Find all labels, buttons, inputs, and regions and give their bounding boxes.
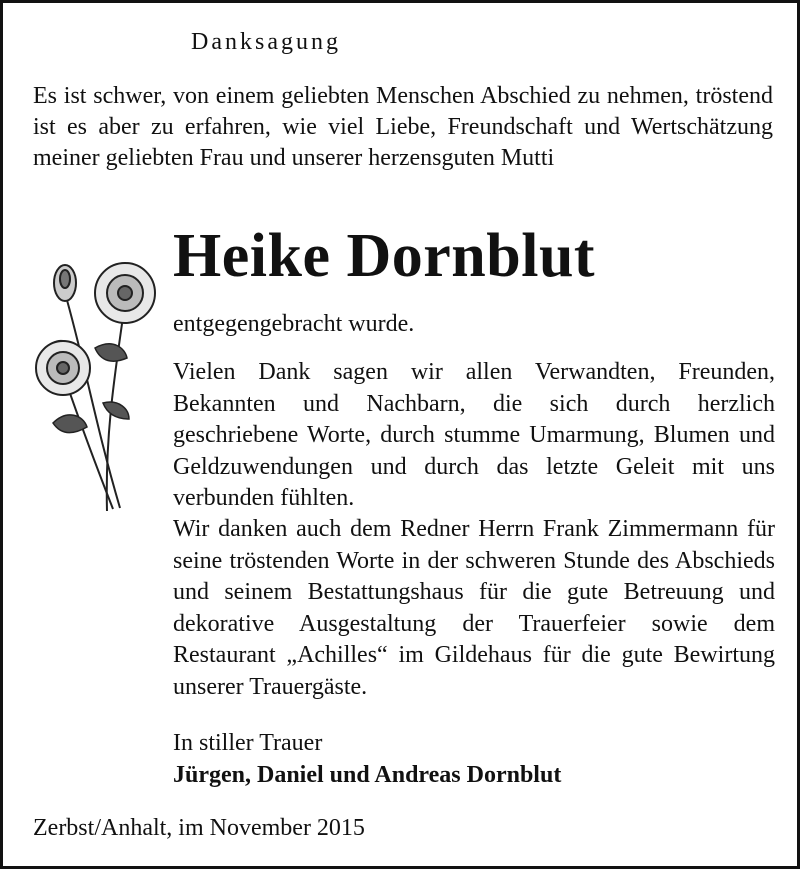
roses-illustration-icon: [25, 253, 175, 515]
place-date: Zerbst/Anhalt, im November 2015: [33, 815, 365, 841]
brought-text: entgegengebracht wurde.: [173, 311, 415, 337]
deceased-name: Heike Dornblut: [173, 222, 596, 290]
heading: Danksagung: [191, 29, 341, 55]
thanks-paragraph-2: Wir danken auch dem Redner Herrn Frank Zimmermann für seine tröstenden Worte in der schweren Stunde des Abschieds und seinem Bestattungshaus für die gute Betreuung und dekorative Ausgestaltung der Trauerfeier sowie dem Restaurant „Achilles“ im Gildehaus für die gute Bewirtung unserer Trauergäste.: [173, 516, 775, 700]
mourning-line: In stiller Trauer: [173, 730, 323, 756]
intro-text: Es ist schwer, von einem geliebten Menschen Abschied zu nehmen, tröstend ist es aber zu erfahren, wie viel Liebe, Freundschaft und Wertschätzung meiner geliebten Frau und unserer herzensguten Mutti: [33, 83, 773, 171]
signers: Jürgen, Daniel und Andreas Dornblut: [173, 762, 562, 788]
thanks-paragraph-1: Vielen Dank sagen wir allen Verwandten, Freunden, Bekannten und Nachbarn, die sich durch herzlich geschriebene Worte, durch stumme Umarmung, Blumen und Geldzuwendungen und durch das letzte Geleit mit uns verbunden fühlten.: [173, 359, 775, 511]
